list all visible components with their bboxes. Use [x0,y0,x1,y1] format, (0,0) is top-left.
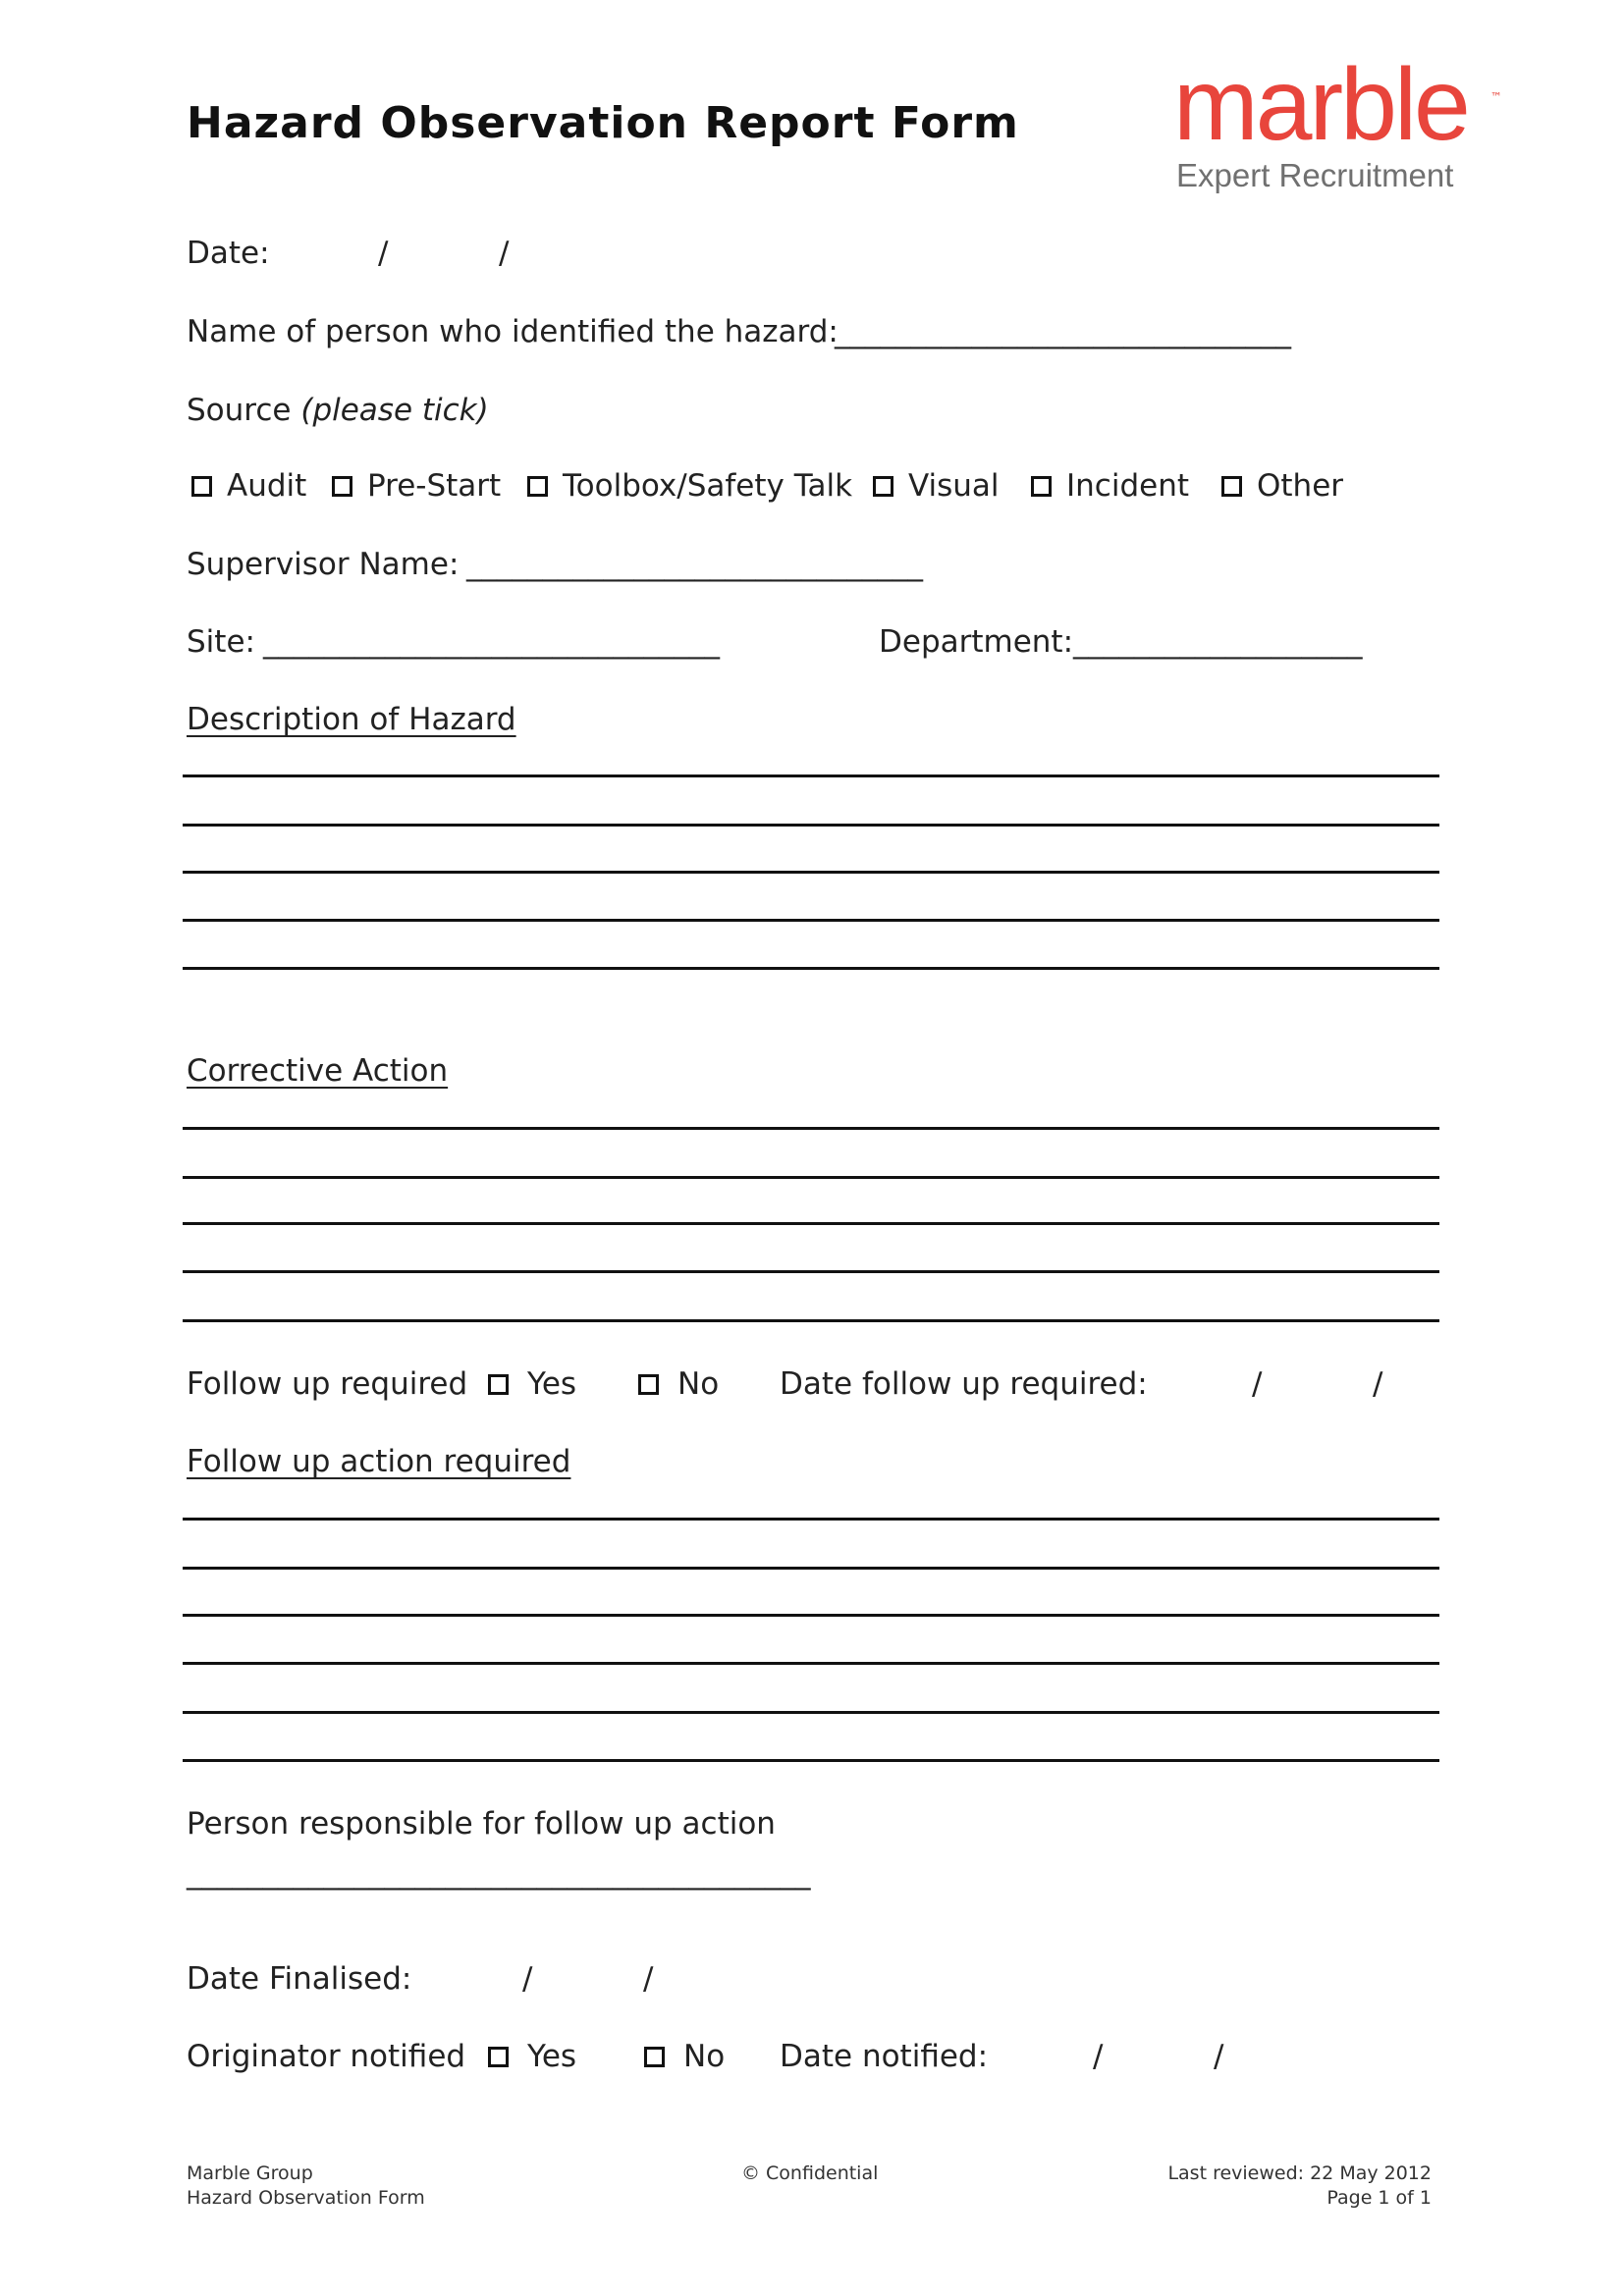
supervisor-blank[interactable]: ______________________________ [466,547,923,582]
description-line[interactable] [183,824,1439,827]
visual-label: Visual [908,468,1000,504]
source-hint: (please tick) [300,393,489,428]
corrective-line[interactable] [183,1222,1439,1225]
other-checkbox[interactable] [1221,476,1242,497]
follow-up-no-checkbox[interactable] [638,1374,659,1395]
follow-up-no-label: No [677,1366,720,1402]
page-title: Hazard Observation Report Form [187,98,1019,148]
site-label: Site: [187,624,255,660]
corrective-heading: Corrective Action [187,1053,449,1089]
follow-up-action-line[interactable] [183,1711,1439,1714]
description-line[interactable] [183,967,1439,970]
footer-company: Marble Group [187,2163,313,2184]
visual-checkbox[interactable] [873,476,893,497]
date-follow-up-slash-2: / [1373,1366,1383,1402]
date-follow-up-label: Date follow up required: [780,1366,1148,1402]
originator-yes-label: Yes [527,2039,577,2074]
date-slash-1: / [378,236,389,271]
footer-last-reviewed: Last reviewed: 22 May 2012 [1167,2163,1432,2184]
corrective-line[interactable] [183,1319,1439,1322]
follow-up-yes-label: Yes [527,1366,577,1402]
person-responsible-label: Person responsible for follow up action [187,1806,776,1842]
follow-up-action-line[interactable] [183,1662,1439,1665]
date-finalised-slash-2: / [643,1961,654,1997]
follow-up-label: Follow up required [187,1366,468,1402]
corrective-line[interactable] [183,1270,1439,1273]
incident-label: Incident [1066,468,1189,504]
date-notified-label: Date notified: [780,2039,989,2074]
pre-start-checkbox[interactable] [332,476,352,497]
description-line[interactable] [183,919,1439,922]
follow-up-action-heading: Follow up action required [187,1444,571,1479]
source-label-text: Source [187,393,292,428]
date-notified-slash-2: / [1214,2039,1224,2074]
name-blank[interactable]: ______________________________ [835,314,1291,349]
logo-trademark: ™ [1490,90,1502,104]
follow-up-action-line[interactable] [183,1567,1439,1570]
source-label [187,393,489,428]
originator-yes-checkbox[interactable] [488,2047,509,2067]
date-finalised-label: Date Finalised: [187,1961,412,1997]
date-follow-up-slash-1: / [1252,1366,1263,1402]
pre-start-label: Pre-Start [367,468,502,504]
date-slash-2: / [499,236,510,271]
follow-up-action-line[interactable] [183,1759,1439,1762]
date-finalised-slash-1: / [522,1961,533,1997]
description-line[interactable] [183,871,1439,874]
follow-up-action-line[interactable] [183,1614,1439,1617]
originator-label: Originator notified [187,2039,466,2074]
date-label: Date: [187,236,270,271]
name-label: Name of person who identified the hazard: [187,314,839,349]
originator-no-checkbox[interactable] [644,2047,665,2067]
toolbox-label: Toolbox/Safety Talk [563,468,853,504]
follow-up-action-line[interactable] [183,1518,1439,1521]
audit-checkbox[interactable] [191,476,212,497]
footer-form-name: Hazard Observation Form [187,2187,425,2209]
other-label: Other [1257,468,1344,504]
description-heading: Description of Hazard [187,702,516,737]
corrective-line[interactable] [183,1127,1439,1130]
footer-page-number: Page 1 of 1 [1326,2187,1432,2209]
description-line[interactable] [183,774,1439,777]
logo-tagline: Expert Recruitment [1176,157,1454,193]
logo-wordmark: marble [1173,48,1468,162]
department-label: Department: [879,624,1074,660]
supervisor-label: Supervisor Name: [187,547,460,582]
originator-no-label: No [683,2039,726,2074]
footer-confidential: © Confidential [741,2163,879,2184]
site-blank[interactable]: ______________________________ [263,624,720,660]
incident-checkbox[interactable] [1031,476,1052,497]
person-responsible-blank[interactable]: _________________________________________ [187,1855,811,1891]
department-blank[interactable]: ___________________ [1073,624,1363,660]
corrective-line[interactable] [183,1176,1439,1179]
audit-label: Audit [227,468,307,504]
follow-up-yes-checkbox[interactable] [488,1374,509,1395]
date-notified-slash-1: / [1093,2039,1104,2074]
toolbox-checkbox[interactable] [527,476,548,497]
